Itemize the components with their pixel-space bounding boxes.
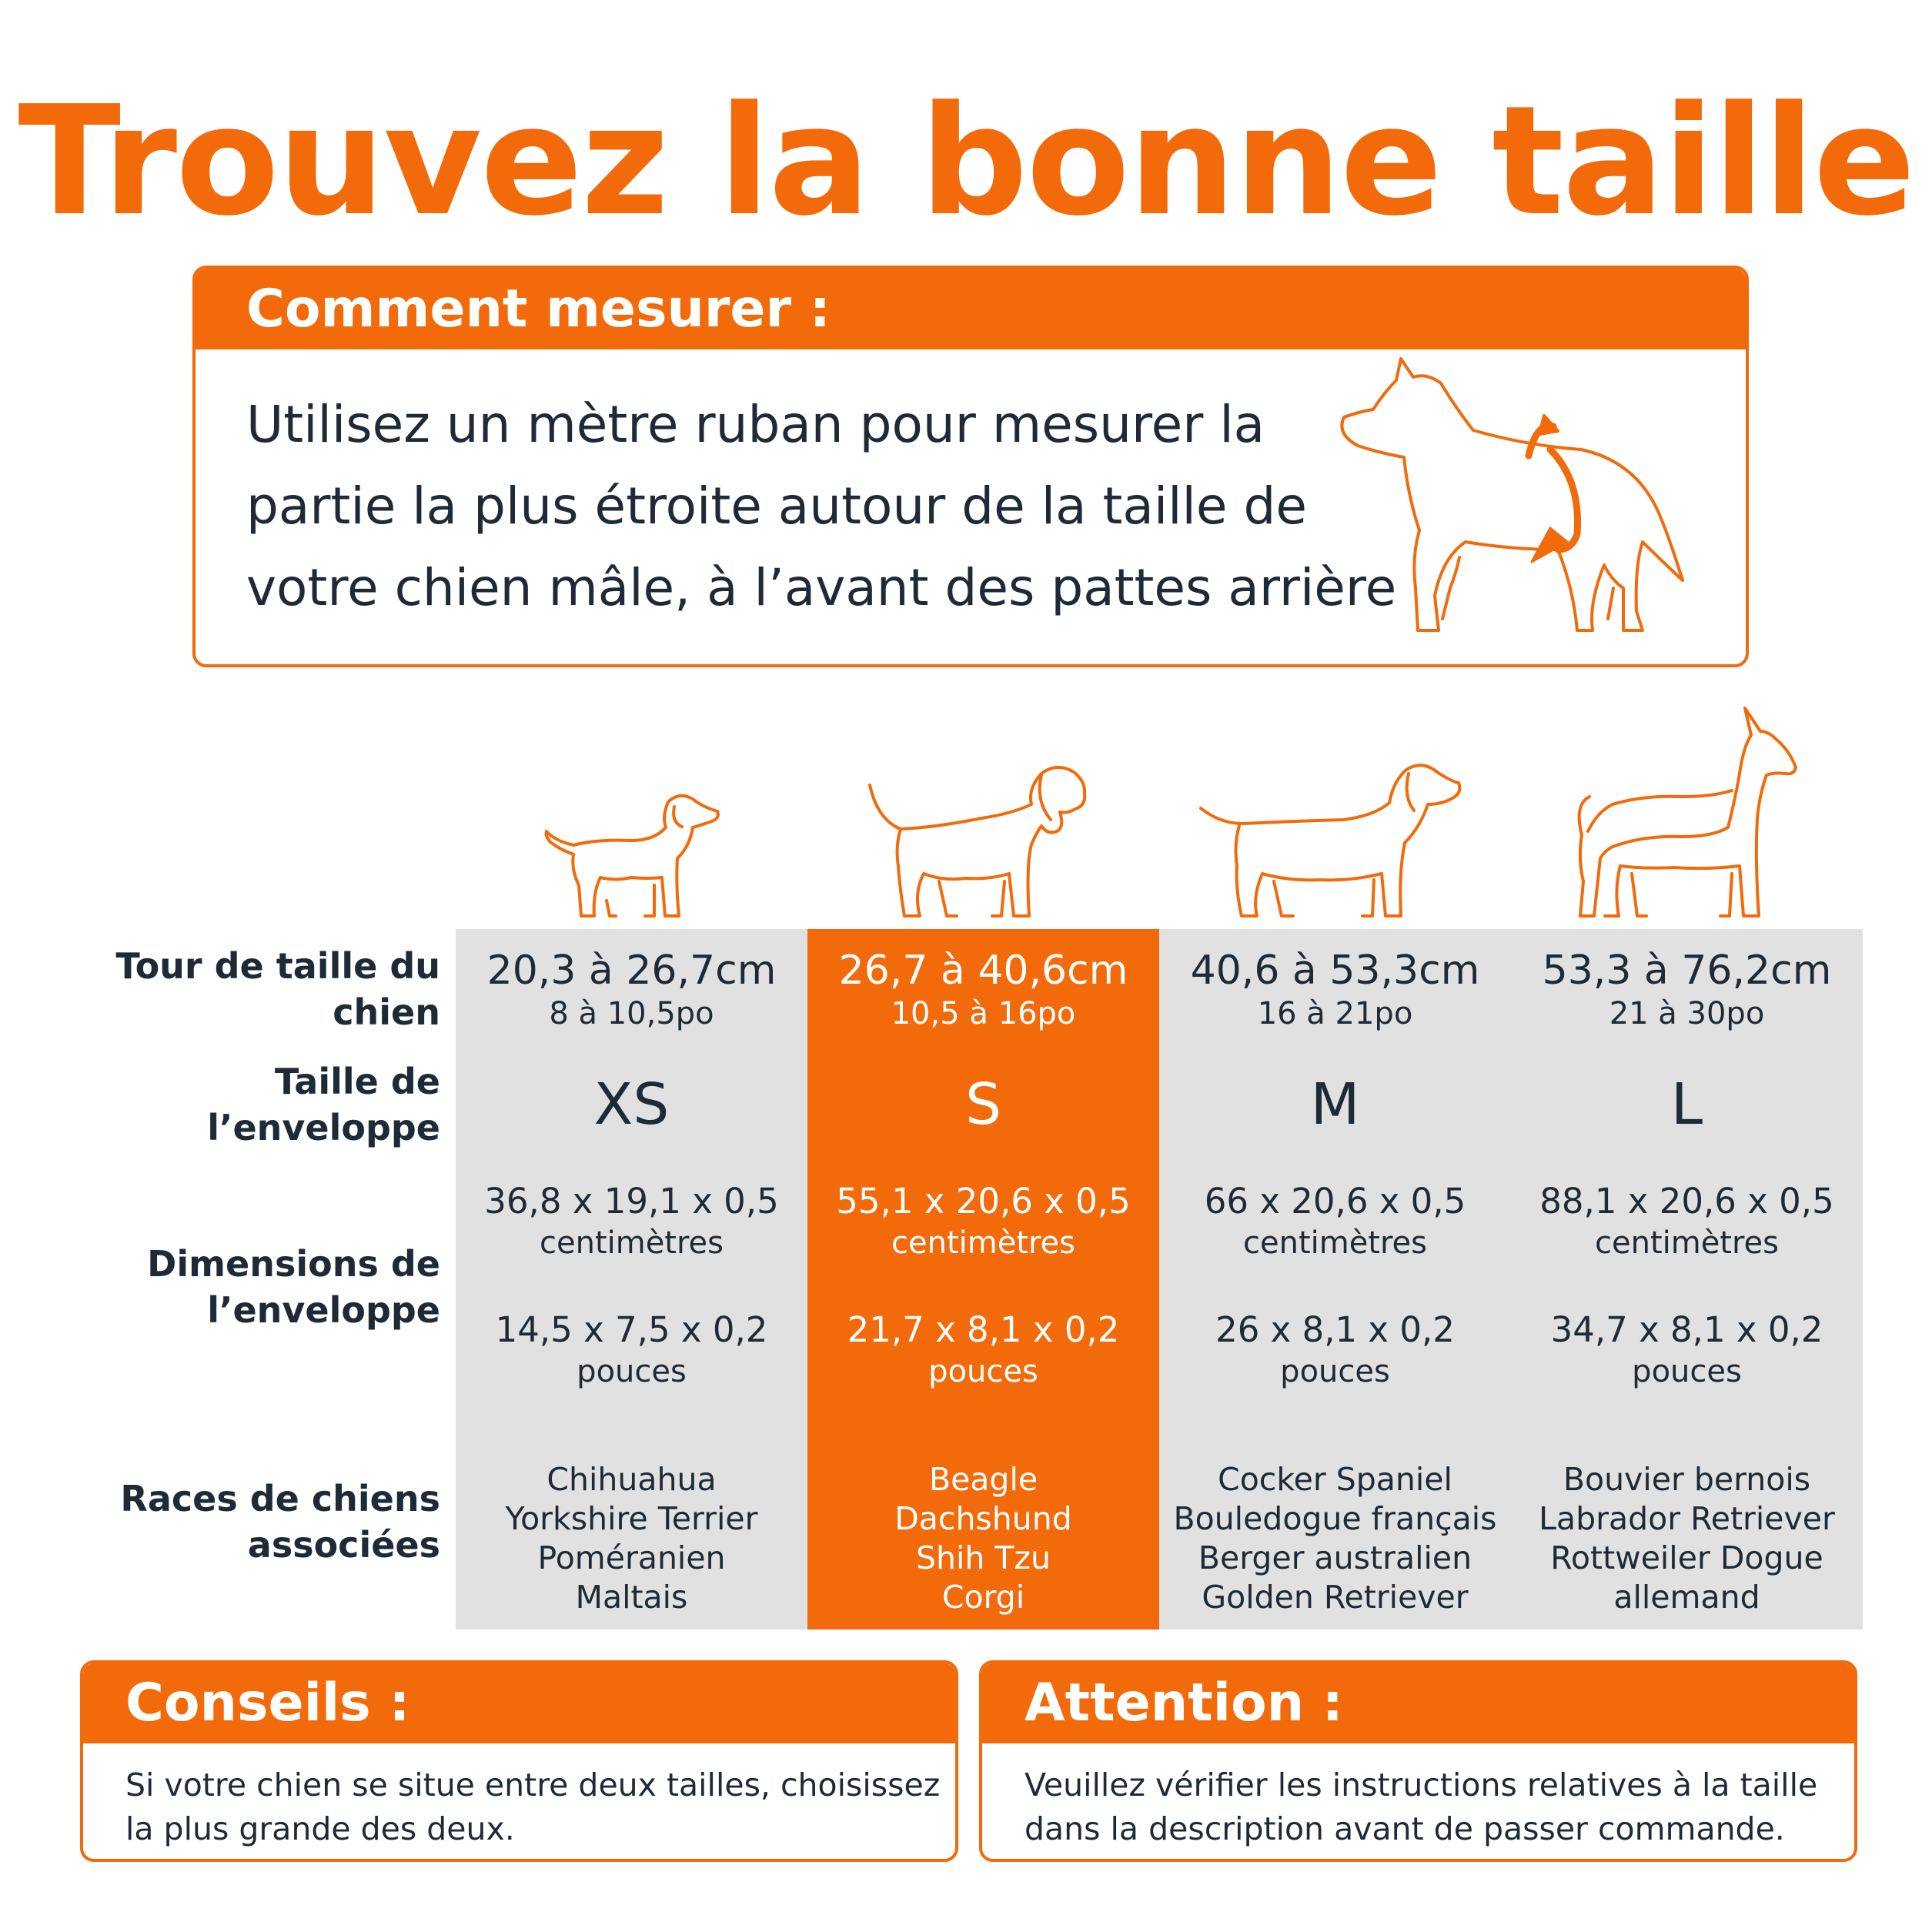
tips-line: la plus grande des deux. [125, 1810, 515, 1847]
how-to-measure-box [192, 266, 1749, 667]
girth-cm: 20,3 à 26,7cm [486, 948, 777, 994]
dimensions-in-cell [1511, 1309, 1863, 1393]
dimensions-cm-cell [1511, 1180, 1863, 1265]
girth-cell [456, 947, 807, 1033]
girth-cm: 53,3 à 76,2cm [1542, 948, 1832, 994]
breed-name: allemand [1613, 1579, 1760, 1616]
dimensions-in-unit: pouces [928, 1354, 1038, 1389]
girth-in: 21 à 30po [1609, 996, 1765, 1031]
breed-name: Rottweiler Dogue [1550, 1539, 1823, 1576]
girth-cell [1511, 947, 1863, 1033]
tips-text [125, 1763, 941, 1851]
row-label-dimensions [0, 1241, 440, 1333]
tips-box [80, 1660, 958, 1862]
row-label-line: Tour de taille du [115, 945, 440, 987]
breed-name: Poméranien [537, 1539, 726, 1576]
dimensions-cm-unit: centimètres [1242, 1225, 1428, 1261]
row-label-line: Races de chiens [120, 1478, 440, 1519]
dimensions-cm: 55,1 x 20,6 x 0,5 [836, 1181, 1131, 1222]
row-label-line: chien [333, 991, 440, 1033]
girth-in: 16 à 21po [1257, 996, 1413, 1031]
dimensions-in-unit: pouces [577, 1354, 687, 1389]
row-label-line: associées [247, 1524, 440, 1566]
breed-name: Shih Tzu [916, 1539, 1051, 1576]
warning-line: dans la description avant de passer commande. [1024, 1810, 1785, 1847]
girth-cell [1159, 947, 1511, 1033]
measure-line: Utilisez un mètre ruban pour mesurer la [246, 395, 1265, 454]
size-letter: S [965, 1071, 1001, 1138]
breed-name: Berger australien [1198, 1539, 1472, 1576]
dimensions-in-cell [807, 1309, 1159, 1393]
size-letter: XS [593, 1071, 670, 1138]
breed-name: Golden Retriever [1202, 1579, 1469, 1616]
breed-name: Bouvier bernois [1563, 1461, 1811, 1498]
breeds-cell [1159, 1460, 1511, 1617]
dimensions-cm-unit: centimètres [891, 1225, 1076, 1261]
dimensions-cm-cell [456, 1180, 807, 1265]
how-to-measure-heading: Comment mesurer : [196, 269, 1746, 349]
dog-measuring-waist-icon [1327, 357, 1712, 650]
dimensions-cm: 36,8 x 19,1 x 0,5 [484, 1181, 779, 1222]
measure-line: partie la plus étroite autour de la taille de [246, 476, 1307, 536]
tips-line: Si votre chien se situe entre deux tailles, choisissez [125, 1767, 941, 1803]
dimensions-cm-cell [807, 1180, 1159, 1265]
dimensions-cm-unit: centimètres [1594, 1225, 1780, 1261]
row-label-size [0, 1058, 440, 1151]
girth-in: 8 à 10,5po [549, 996, 714, 1031]
page-title: Trouvez la bonne taille [18, 74, 1914, 249]
small-puppy-icon [539, 785, 724, 924]
warning-line: Veuillez vérifier les instructions relatives à la taille [1024, 1767, 1818, 1803]
breed-name: Corgi [941, 1579, 1025, 1616]
dimensions-cm-unit: centimètres [539, 1225, 724, 1261]
size-letter: L [1670, 1071, 1703, 1138]
girth-cm: 26,7 à 40,6cm [838, 948, 1128, 994]
row-label-girth [0, 943, 440, 1035]
girth-cell [807, 947, 1159, 1033]
dimensions-in: 26 x 8,1 x 0,2 [1215, 1309, 1455, 1350]
girth-cm: 40,6 à 53,3cm [1190, 948, 1480, 994]
breed-name: Dachshund [894, 1500, 1072, 1537]
dimensions-in: 21,7 x 8,1 x 0,2 [847, 1309, 1120, 1350]
dimensions-in-unit: pouces [1280, 1354, 1390, 1389]
beagle-dog-icon [866, 758, 1089, 924]
breed-name: Labrador Retriever [1539, 1500, 1835, 1537]
breeds-cell [456, 1460, 807, 1617]
dimensions-in-cell [1159, 1309, 1511, 1393]
measure-line: votre chien mâle, à l’avant des pattes arrière [246, 558, 1397, 617]
breed-name: Maltais [575, 1579, 688, 1616]
row-label-line: l’enveloppe [207, 1107, 440, 1148]
warning-text [1024, 1763, 1840, 1851]
great-dane-dog-icon [1566, 704, 1797, 924]
retriever-dog-icon [1197, 750, 1462, 924]
breed-name: Bouledogue français [1173, 1500, 1497, 1537]
breed-name: Beagle [928, 1461, 1038, 1498]
row-label-line: Dimensions de [147, 1243, 440, 1285]
dimensions-in-cell [456, 1309, 807, 1393]
warning-box [979, 1660, 1857, 1862]
dimensions-in-unit: pouces [1632, 1354, 1742, 1389]
breed-name: Yorkshire Terrier [505, 1500, 758, 1537]
tips-heading: Conseils : [83, 1663, 955, 1743]
size-letter: M [1310, 1071, 1360, 1138]
breeds-cell [1511, 1460, 1863, 1617]
dimensions-in: 14,5 x 7,5 x 0,2 [495, 1309, 768, 1350]
breeds-cell [807, 1460, 1159, 1617]
row-label-breeds [0, 1476, 440, 1568]
breed-name: Chihuahua [547, 1461, 717, 1498]
row-label-line: l’enveloppe [207, 1289, 440, 1331]
dimensions-cm-cell [1159, 1180, 1511, 1265]
warning-heading: Attention : [982, 1663, 1854, 1743]
dimensions-cm: 88,1 x 20,6 x 0,5 [1539, 1181, 1834, 1222]
row-label-line: Taille de [274, 1061, 440, 1102]
breed-name: Cocker Spaniel [1218, 1461, 1452, 1498]
dimensions-cm: 66 x 20,6 x 0,5 [1204, 1181, 1466, 1222]
girth-in: 10,5 à 16po [891, 996, 1076, 1031]
dimensions-in: 34,7 x 8,1 x 0,2 [1550, 1309, 1823, 1350]
